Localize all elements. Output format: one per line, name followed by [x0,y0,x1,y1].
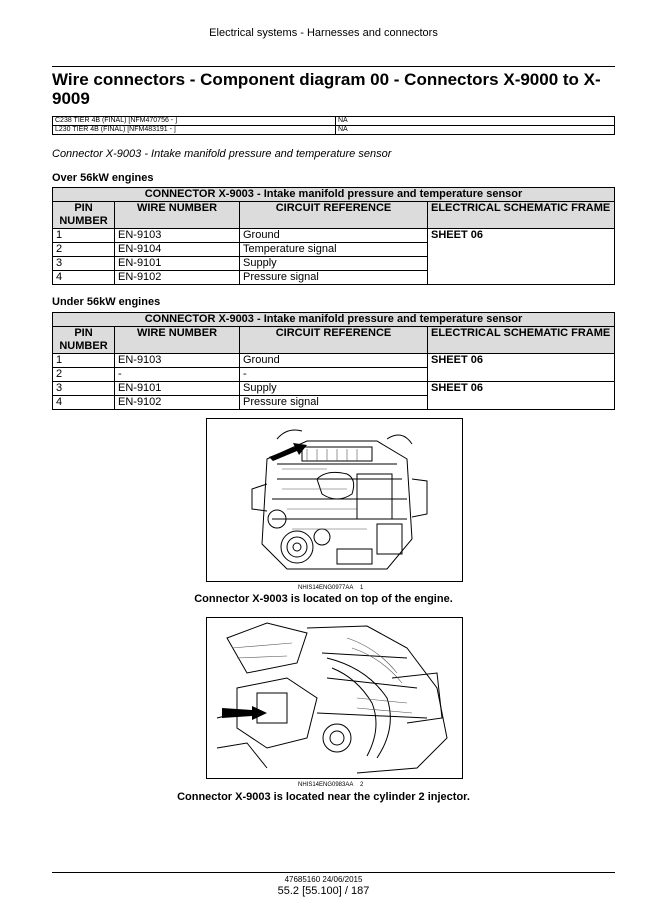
circuit-cell: Pressure signal [240,271,428,285]
connector-description: - Intake manifold pressure and temperature sensor [141,148,392,160]
wire-cell: EN-9102 [115,396,240,410]
pin-cell: 2 [53,368,115,382]
header-frame: ELECTRICAL SCHEMATIC FRAME [428,202,615,229]
wire-cell: EN-9103 [115,229,240,243]
model-value: NA [336,126,615,135]
header-pin: PIN NUMBER [53,327,115,354]
engine-figure-1 [206,418,463,582]
section-label-over: Over 56kW engines [52,172,154,184]
connector-table-over [52,187,615,285]
table-caption: CONNECTOR X-9003 - Intake manifold pressure and temperature sensor [53,313,615,327]
model-row [53,117,615,126]
footer-rule [52,872,615,873]
figure-caption-2: Connector X-9003 is located near the cylinder 2 injector. [177,791,470,803]
table-row [53,229,615,243]
circuit-cell: Supply [240,257,428,271]
location-arrow [222,706,267,720]
engine-illustration [207,419,462,581]
model-row [53,126,615,135]
table-row [53,354,615,368]
pin-cell: 3 [53,257,115,271]
connector-table-under [52,312,615,410]
figure-code: NHIS14ENG0977AA [298,585,354,591]
circuit-cell: Temperature signal [240,243,428,257]
frame-cell: SHEET 06 [428,229,615,285]
frame-cell: SHEET 06 [428,382,615,410]
pin-cell: 3 [53,382,115,396]
wire-cell: EN-9101 [115,382,240,396]
circuit-cell: Ground [240,229,428,243]
frame-cell: SHEET 06 [428,354,615,382]
figure-code: NHIS14ENG0983AA [298,782,354,788]
wire-cell: - [115,368,240,382]
figure-id-1 [298,585,363,591]
header-circuit: CIRCUIT REFERENCE [240,327,428,354]
table-row [53,382,615,396]
circuit-cell: Pressure signal [240,396,428,410]
model-name: L230 TIER 4B (FINAL) [NFM483191 - ] [53,126,336,135]
section-label-under: Under 56kW engines [52,296,161,308]
circuit-cell: Ground [240,354,428,368]
header-wire: WIRE NUMBER [115,202,240,229]
header-pin: PIN NUMBER [53,202,115,229]
figure-number: 1 [360,585,364,591]
header-circuit: CIRCUIT REFERENCE [240,202,428,229]
pin-cell: 4 [53,271,115,285]
location-arrow [269,443,307,461]
wire-cell: EN-9102 [115,271,240,285]
model-value: NA [336,117,615,126]
figure-number: 2 [360,782,364,788]
title-rule [52,66,615,67]
model-name: C238 TIER 4B (FINAL) [NFM470756 - ] [53,117,336,126]
footer-page-number: 55.2 [55.100] / 187 [277,885,370,897]
figure-id-2 [298,782,363,788]
running-header: Electrical systems - Harnesses and connectors [209,27,438,39]
engine-figure-2 [206,617,463,779]
connector-name: Connector X-9003 [52,148,142,160]
circuit-cell: - [240,368,428,382]
wire-cell: EN-9101 [115,257,240,271]
connector-subtitle [52,148,391,160]
pin-cell: 4 [53,396,115,410]
wire-cell: EN-9103 [115,354,240,368]
page-title: Wire connectors - Component diagram 00 - Connectors X-9000 to X-9009 [52,70,601,108]
wire-cell: EN-9104 [115,243,240,257]
table-caption: CONNECTOR X-9003 - Intake manifold pressure and temperature sensor [53,188,615,202]
pin-cell: 1 [53,229,115,243]
injector-area-illustration [207,618,462,778]
figure-caption-1: Connector X-9003 is located on top of the engine. [194,593,453,605]
pin-cell: 2 [53,243,115,257]
circuit-cell: Supply [240,382,428,396]
footer-doc-id: 47685160 24/06/2015 [284,875,363,884]
model-applicability-table [52,116,615,135]
header-frame: ELECTRICAL SCHEMATIC FRAME [428,327,615,354]
pin-cell: 1 [53,354,115,368]
header-wire: WIRE NUMBER [115,327,240,354]
